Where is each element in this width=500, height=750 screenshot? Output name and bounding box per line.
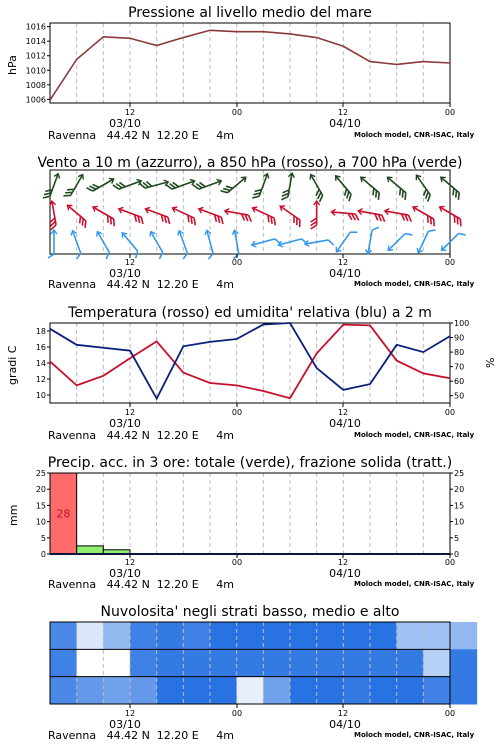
pressure-chart xyxy=(0,0,500,150)
wind-barb-850-hPa xyxy=(64,203,91,228)
wind-barb-700-hPa xyxy=(437,175,464,200)
precip-ytick-label: 20 xyxy=(35,485,46,495)
cloud-cell-basso xyxy=(157,677,184,705)
cloud-cell-basso xyxy=(423,677,450,705)
cloud-cell-basso xyxy=(77,677,104,705)
pressure-line xyxy=(50,30,450,100)
wind-barb-850-hPa xyxy=(224,208,253,222)
wind-barb-850-hPa xyxy=(117,206,146,224)
temp-xtick-label: 00 xyxy=(444,408,456,417)
cloud-cell-medio xyxy=(103,649,130,677)
cloud-cell-alto xyxy=(397,622,424,650)
temp-frame xyxy=(50,323,450,403)
temp-xtick-label: 12 xyxy=(337,408,349,417)
temp-chart xyxy=(0,300,500,450)
wind-barb-850-hPa xyxy=(250,205,279,225)
wind-barb-700-hPa xyxy=(281,172,295,201)
temp-date-label: 03/10 xyxy=(109,417,141,430)
wind-barb-10-m xyxy=(304,236,333,250)
precip-model: Moloch model, CNR-ISAC, Italy xyxy=(354,580,475,588)
cloud-cell-basso xyxy=(317,677,344,705)
wind-barb-700-hPa xyxy=(43,172,61,201)
pressure-location: Ravenna 44.42 N 12.20 E 4m xyxy=(48,129,234,142)
cloud-xtick-label: 00 xyxy=(231,709,243,718)
cloud-cell-alto xyxy=(450,622,477,650)
precip-ytick-label: 0 xyxy=(40,550,46,559)
cloud-model: Moloch model, CNR-ISAC, Italy xyxy=(354,731,475,739)
pressure-model: Moloch model, CNR-ISAC, Italy xyxy=(354,131,475,139)
cloud-cell-medio xyxy=(397,649,424,677)
cloud-date-label: 04/10 xyxy=(329,718,361,731)
precip-right-ytick-label: 25 xyxy=(454,469,465,478)
wind-barb-850-hPa xyxy=(277,204,305,227)
cloud-cell-medio xyxy=(157,649,184,677)
wind-barb-850-hPa xyxy=(90,204,119,226)
cloud-title: Nuvolosita' negli strati basso, medio e alto xyxy=(100,604,400,620)
pressure-ytick-label: 1006 xyxy=(25,95,46,105)
cloud-location: Ravenna 44.42 N 12.20 E 4m xyxy=(48,729,234,742)
wind-barb-850-hPa xyxy=(170,205,199,225)
cloud-cell-basso xyxy=(210,677,237,705)
temp-ytick-label: 12 xyxy=(35,375,46,384)
cloud-cell-medio xyxy=(237,649,264,677)
wind-xtick-label: 12 xyxy=(337,258,349,267)
cloud-cell-medio xyxy=(183,649,210,677)
pressure-ytick-label: 1012 xyxy=(25,51,46,61)
wind-barb-850-hPa xyxy=(410,204,439,226)
wind-location: Ravenna 44.42 N 12.20 E 4m xyxy=(48,278,234,291)
precip-right-ytick-label: 10 xyxy=(454,517,465,527)
wind-barb-10-m xyxy=(334,227,357,255)
wind-barb-10-m xyxy=(251,235,280,251)
wind-barb-850-hPa xyxy=(384,208,413,222)
pressure-xtick-label: 00 xyxy=(231,108,243,117)
wind-barb-700-hPa xyxy=(113,175,142,193)
wind-barb-10-m xyxy=(365,226,379,255)
humidity-ytick-label: 70 xyxy=(454,362,465,372)
wind-barb-850-hPa xyxy=(357,208,386,222)
pressure-xtick-label: 12 xyxy=(337,108,349,117)
precip-bar-label: 28 xyxy=(56,507,71,521)
pressure-ytick-label: 1010 xyxy=(25,66,46,76)
pressure-title: Pressione al livello medio del mare xyxy=(128,5,372,21)
wind-barb-10-m xyxy=(67,230,85,259)
cloud-cell-medio xyxy=(210,649,237,677)
precip-date-label: 03/10 xyxy=(109,567,141,580)
wind-barb-700-hPa xyxy=(140,176,169,192)
wind-barb-700-hPa xyxy=(166,175,195,193)
cloud-date-label: 03/10 xyxy=(109,718,141,731)
cloud-xtick-label: 12 xyxy=(124,709,136,718)
precip-xtick-label: 12 xyxy=(337,558,349,567)
humidity-ytick-label: 60 xyxy=(454,377,465,387)
cloud-cell-basso xyxy=(343,677,370,705)
cloud-xtick-label: 12 xyxy=(337,709,349,718)
cloud-cell-medio xyxy=(317,649,344,677)
wind-barb-10-m xyxy=(201,230,217,259)
temp-ytick-label: 16 xyxy=(35,343,46,352)
wind-barb-10-m xyxy=(278,235,307,251)
wind-barb-850-hPa xyxy=(437,204,466,226)
cloud-cell-basso xyxy=(290,677,317,705)
wind-barb-850-hPa xyxy=(197,206,226,224)
temperature-line xyxy=(50,325,450,399)
wind-barb-850-hPa xyxy=(46,201,60,230)
pressure-ytick-label: 1008 xyxy=(25,80,46,90)
temp-ytick-label: 14 xyxy=(35,359,46,368)
pressure-date-label: 03/10 xyxy=(109,117,141,130)
cloud-cell-basso xyxy=(103,677,130,705)
cloud-cell-medio xyxy=(130,649,157,677)
humidity-ytick-label: 80 xyxy=(454,348,465,358)
cloud-cell-alto xyxy=(210,622,237,650)
cloud-cell-alto xyxy=(290,622,317,650)
wind-model: Moloch model, CNR-ISAC, Italy xyxy=(354,280,475,288)
cloud-cell-alto xyxy=(317,622,344,650)
temp-date-label: 04/10 xyxy=(329,417,361,430)
precip-xtick-label: 00 xyxy=(444,558,456,567)
temp-xtick-label: 12 xyxy=(124,408,136,417)
precip-title: Precip. acc. in 3 ore: totale (verde), frazione solida (tratt.) xyxy=(47,455,453,471)
cloud-xtick-label: 00 xyxy=(444,709,456,718)
wind-chart xyxy=(0,150,500,295)
wind-xtick-label: 00 xyxy=(231,258,243,267)
wind-barb-700-hPa xyxy=(63,172,85,201)
cloud-cell-medio xyxy=(450,649,477,677)
wind-barb-10-m xyxy=(439,229,465,255)
cloud-cell-alto xyxy=(50,622,77,650)
temp-ylabel: gradi C xyxy=(6,345,19,385)
cloud-cell-basso xyxy=(50,677,77,705)
cloud-chart xyxy=(0,600,500,750)
cloud-cell-medio xyxy=(50,649,77,677)
cloud-cell-basso xyxy=(237,677,264,705)
cloud-cell-alto xyxy=(103,622,130,650)
precip-ytick-label: 15 xyxy=(35,501,46,511)
precip-xtick-label: 12 xyxy=(124,558,136,567)
temp-ytick-label: 10 xyxy=(35,391,46,400)
humidity-ylabel: % xyxy=(484,357,497,368)
wind-barb-10-m xyxy=(386,229,412,255)
cloud-panel xyxy=(0,600,500,750)
cloud-cell-alto xyxy=(263,622,290,650)
cloud-cell-medio xyxy=(370,649,397,677)
wind-barb-700-hPa xyxy=(193,175,222,193)
pressure-xtick-label: 12 xyxy=(124,108,136,117)
cloud-cell-basso xyxy=(263,677,290,705)
cloud-cell-alto xyxy=(183,622,210,650)
cloud-cell-medio xyxy=(423,649,450,677)
precip-right-ytick-label: 0 xyxy=(454,550,460,559)
cloud-cell-alto xyxy=(237,622,264,650)
cloud-cell-basso xyxy=(183,677,210,705)
pressure-ytick-label: 1016 xyxy=(25,22,46,32)
cloud-cell-medio xyxy=(77,649,104,677)
precip-panel xyxy=(0,450,500,595)
wind-date-label: 03/10 xyxy=(109,267,141,280)
wind-xtick-label: 00 xyxy=(444,258,456,267)
temp-title: Temperatura (rosso) ed umidita' relativa (blu) a 2 m xyxy=(68,305,432,321)
temp-xtick-label: 00 xyxy=(231,408,243,417)
humidity-ytick-label: 50 xyxy=(454,391,465,401)
precip-location: Ravenna 44.42 N 12.20 E 4m xyxy=(48,578,234,591)
wind-xtick-label: 12 xyxy=(124,258,136,267)
precip-ytick-label: 5 xyxy=(40,533,46,543)
cloud-cell-basso xyxy=(130,677,157,705)
precip-xtick-label: 00 xyxy=(231,558,243,567)
wind-barb-700-hPa xyxy=(221,173,248,198)
pressure-ylabel: hPa xyxy=(6,55,19,75)
cloud-cell-basso xyxy=(397,677,424,705)
temp-model: Moloch model, CNR-ISAC, Italy xyxy=(354,431,475,439)
pressure-date-label: 04/10 xyxy=(329,117,361,130)
cloud-cell-alto xyxy=(423,622,450,650)
precip-bar xyxy=(77,546,104,554)
cloud-cell-alto xyxy=(343,622,370,650)
wind-date-label: 04/10 xyxy=(329,267,361,280)
precip-right-ytick-label: 15 xyxy=(454,501,465,511)
precip-chart xyxy=(0,450,500,595)
precip-frame xyxy=(50,473,450,554)
cloud-cell-alto xyxy=(157,622,184,650)
cloud-cell-medio xyxy=(263,649,290,677)
precip-ytick-label: 25 xyxy=(35,469,46,478)
pressure-ytick-label: 1014 xyxy=(25,37,46,47)
wind-barb-700-hPa xyxy=(384,175,411,200)
wind-barb-700-hPa xyxy=(357,175,384,200)
temp-panel xyxy=(0,300,500,450)
wind-barb-700-hPa xyxy=(252,172,270,201)
wind-barb-10-m xyxy=(416,226,436,255)
cloud-cell-alto xyxy=(370,622,397,650)
precip-ytick-label: 10 xyxy=(35,517,46,527)
wind-barb-850-hPa xyxy=(311,201,320,229)
pressure-xtick-label: 00 xyxy=(444,108,456,117)
precip-right-ytick-label: 20 xyxy=(454,485,465,495)
cloud-cell-alto xyxy=(77,622,104,650)
precip-ylabel: mm xyxy=(7,504,20,526)
cloud-cell-basso xyxy=(370,677,397,705)
wind-barb-700-hPa xyxy=(86,174,115,196)
wind-barb-850-hPa xyxy=(143,206,172,224)
wind-panel xyxy=(0,150,500,295)
humidity-ytick-label: 90 xyxy=(454,333,465,343)
temp-location: Ravenna 44.42 N 12.20 E 4m xyxy=(48,429,234,442)
wind-barb-850-hPa xyxy=(331,209,360,220)
cloud-cell-basso xyxy=(450,677,477,705)
precip-date-label: 04/10 xyxy=(329,567,361,580)
precip-right-ytick-label: 5 xyxy=(454,533,460,543)
cloud-cell-alto xyxy=(130,622,157,650)
cloud-cell-medio xyxy=(343,649,370,677)
wind-barb-10-m xyxy=(174,230,192,259)
temp-ytick-label: 18 xyxy=(35,327,46,336)
wind-title: Vento a 10 m (azzurro), a 850 hPa (rosso), a 700 hPa (verde) xyxy=(37,155,463,171)
cloud-cell-medio xyxy=(290,649,317,677)
pressure-panel xyxy=(0,0,500,150)
humidity-ytick-label: 100 xyxy=(454,319,470,328)
